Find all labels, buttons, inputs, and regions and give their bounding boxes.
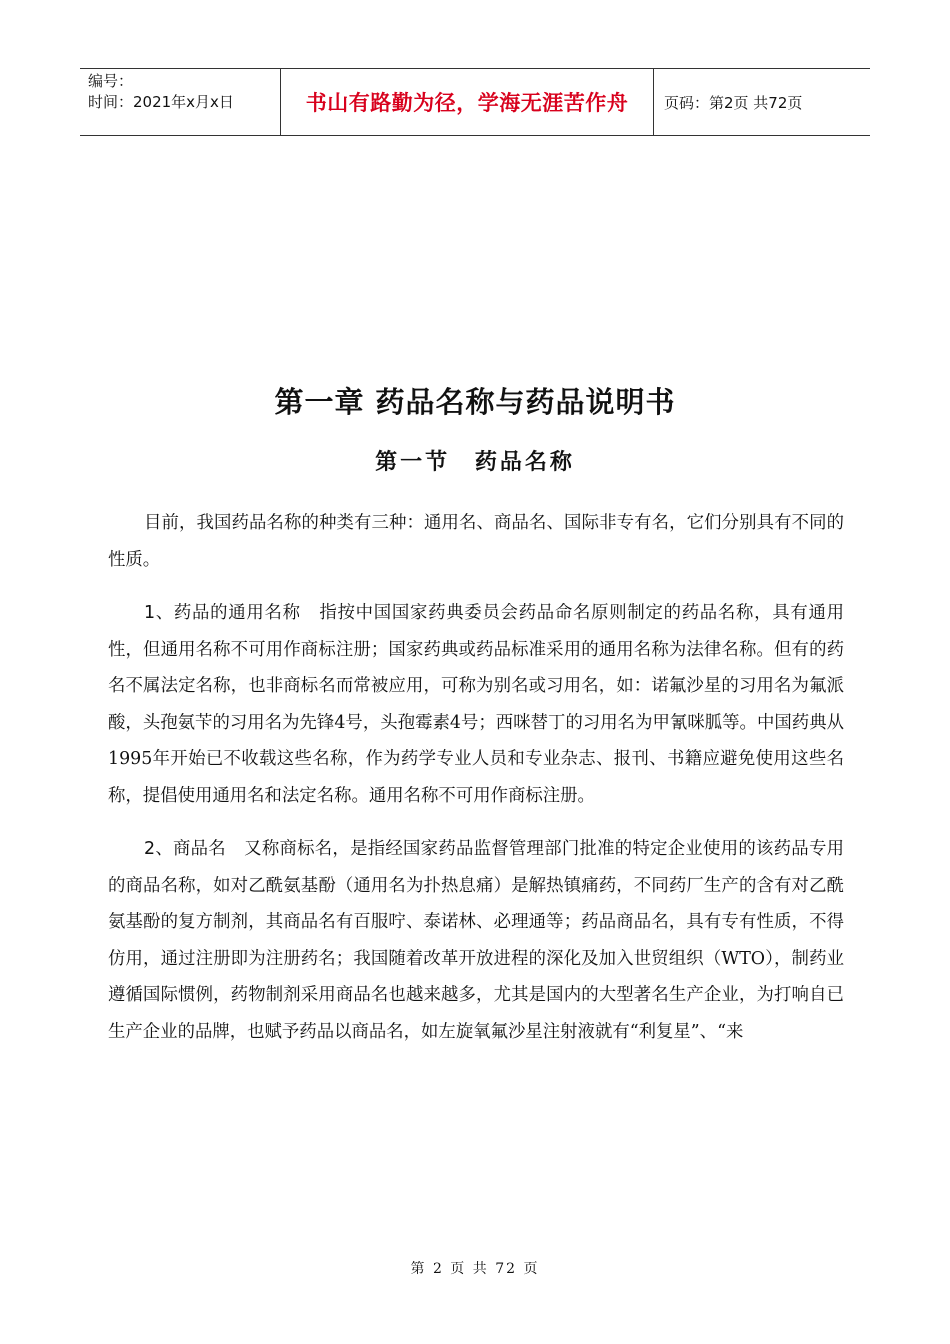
paragraph-trade-name-text: 又称商标名，是指经国家药品监督管理部门批准的特定企业使用的该药品专用的商品名称，如对乙酰氨基酚（通用名为扑热息痛）是解热镇痛药，不同药厂生产的含有对乙酰氨基酚的复方制剂，其商品名有百服咛、泰诺林、必理通等；药品商品名，具有专有性质，不得仿用，通过注册即为注册药名；我国随着改革开放进程的深化及加入世贸组织（WTO），制药业遵循国际惯例，药物制剂采用商品名也越来越多，尤其是国内的大型著名生产企业，为打响自已生产企业的品牌，也赋予药品以商品名，如左旋氧氟沙星注射液就有“利复星”、“来 (108, 839, 844, 1042)
paragraph-generic-name-text: 指按中国国家药典委员会药品命名原则制定的药品名称，具有通用性，但通用名称不可用作商标注册；国家药典或药品标准采用的通用名称为法律名称。但有的药名不属法定名称，也非商标名而常被应用，可称为别名或习用名，如：诺氟沙星的习用名为氟派酸，头孢氨苄的习用名为先锋4号，头孢霉素4号；西咪替丁的习用名为甲氰咪胍等。中国药典从1995年开始已不收载这些名称，作为药学专业人员和专业杂志、报刊、书籍应避免使用这些名称，提倡使用通用名和法定名称。通用名称不可用作商标注册。 (108, 603, 844, 806)
header-page-label: 页码：第2页 共72页 (664, 93, 803, 112)
page-header (80, 68, 870, 136)
paragraph-generic-name (108, 595, 844, 814)
section-title: 第一节 药品名称 (375, 450, 575, 475)
header-page-cell (654, 69, 870, 135)
doc-time-label: 时间：2021年x月x日 (88, 93, 234, 111)
term-generic-name: 1、药品的通用名称 (144, 603, 301, 623)
header-motto-cell (280, 69, 654, 135)
paragraph-trade-name (108, 831, 844, 1050)
term-trade-name: 2、商品名 (144, 839, 226, 859)
body-text (108, 505, 844, 1067)
chapter-title: 第一章 药品名称与药品说明书 (274, 385, 676, 419)
header-motto: 书山有路勤为径，学海无涯苦作舟 (305, 91, 629, 115)
paragraph-intro: 目前，我国药品名称的种类有三种：通用名、商品名、国际非专有名，它们分别具有不同的性质。 (108, 513, 844, 570)
page-footer: 第 2 页 共 72 页 (410, 1261, 540, 1277)
header-meta (80, 69, 280, 135)
doc-number-label: 编号： (88, 72, 134, 90)
